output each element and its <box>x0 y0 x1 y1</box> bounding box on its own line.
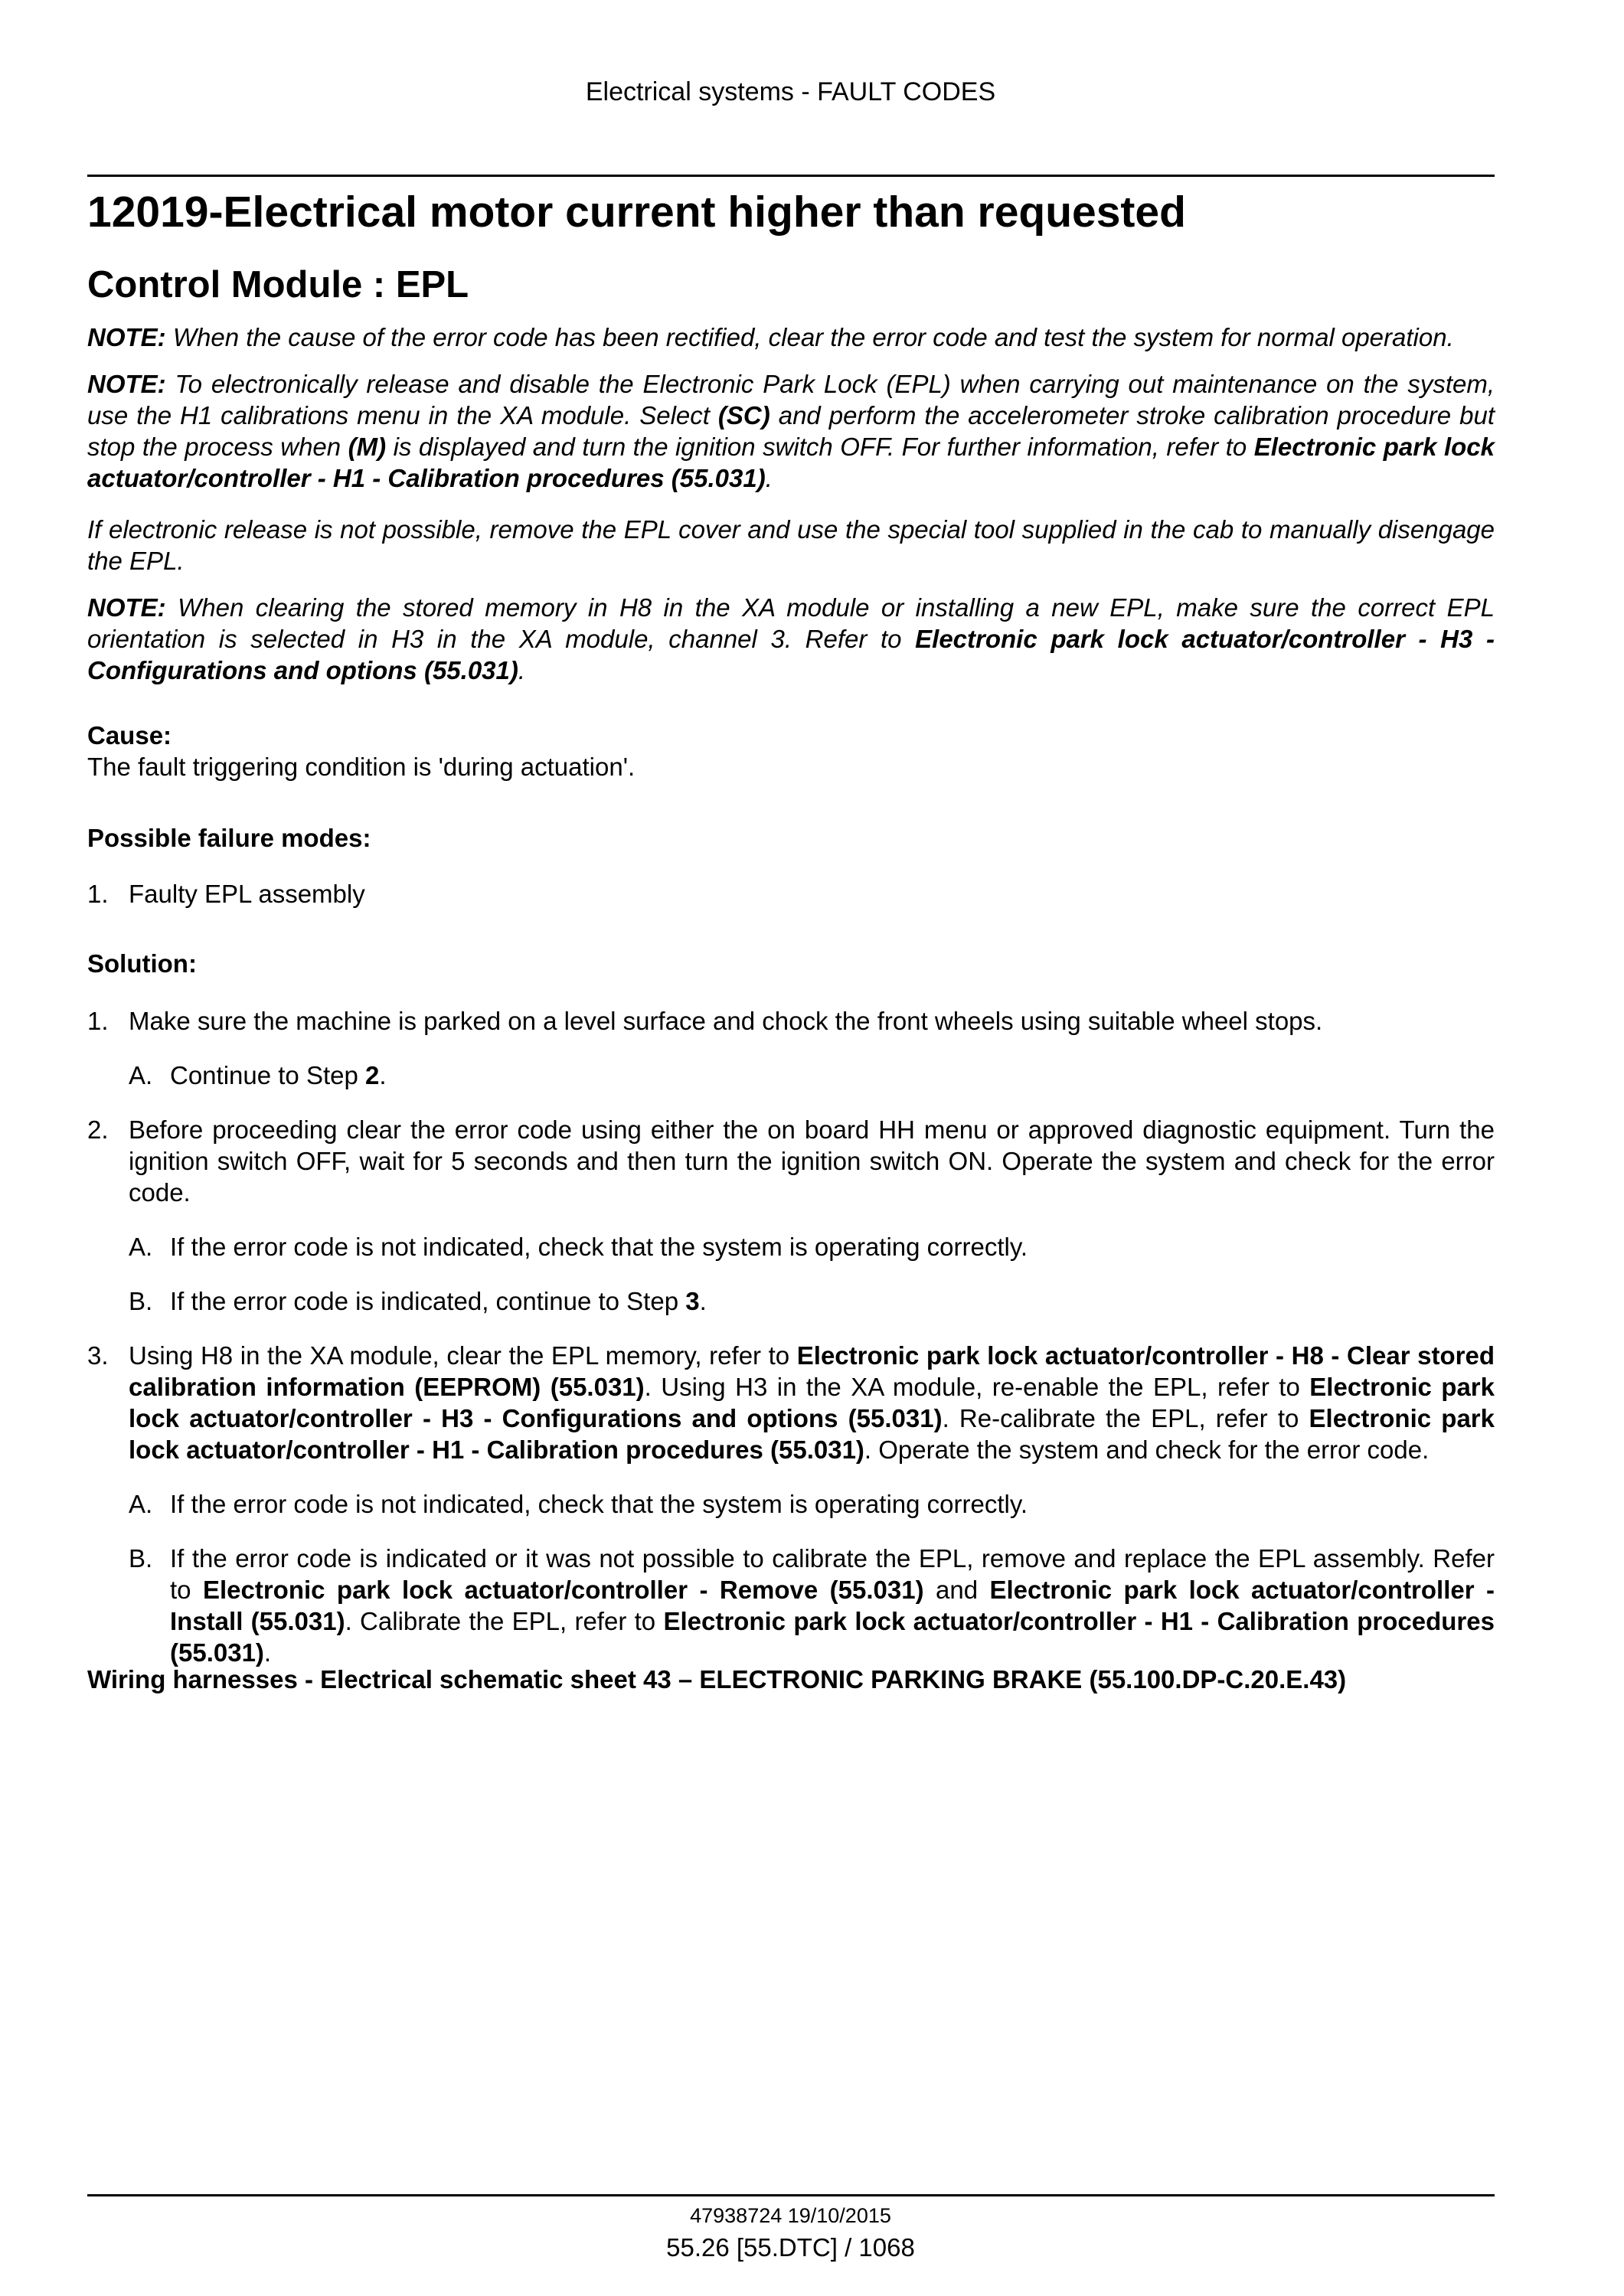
step-reference: 2 <box>365 1061 380 1089</box>
step-text: Make sure the machine is parked on a level surface and chock the front wheels using suitable wheel stops. <box>129 1007 1323 1035</box>
step-number: 1. <box>87 1007 109 1035</box>
solution-step-1 <box>87 1005 1495 1091</box>
sub-step-letter: A. <box>129 1061 153 1089</box>
wiring-harness-reference[interactable]: Wiring harnesses - Electrical schematic sheet 43 – ELECTRONIC PARKING BRAKE (55.100.DP-C.20.E.43) <box>87 1665 1347 1693</box>
note-bold: (M) <box>348 433 387 461</box>
note-label: NOTE: <box>87 593 166 622</box>
step-number: 2. <box>87 1115 109 1144</box>
step-text: Before proceeding clear the error code using either the on board HH menu or approved diagnostic equipment. Turn the ignition switch OFF, wait for 5 seconds and then turn the ignition switch ON. Operate the system and check for the error code. <box>129 1115 1495 1207</box>
note-text: and perform the accelerometer stroke calibration procedure but stop the process when <box>87 401 1495 461</box>
document-id: 47938724 19/10/2015 <box>690 2204 891 2227</box>
reference-link[interactable]: Electronic park lock actuator/controller - Remove (55.031) <box>202 1576 924 1604</box>
sub-steps <box>129 1488 1495 1668</box>
header-rule <box>87 175 1495 177</box>
list-item <box>87 878 1495 910</box>
note-text: is displayed and turn the ignition switch OFF. For further information, refer to <box>386 433 1254 461</box>
failure-modes-heading: Possible failure modes: <box>87 824 371 852</box>
step-number: 3. <box>87 1341 109 1370</box>
sub-step <box>129 1488 1495 1520</box>
page-number: 55.26 [55.DTC] / 1068 <box>666 2233 915 2262</box>
note-1 <box>87 322 1495 353</box>
sub-step-text: If the error code is not indicated, check that the system is operating correctly. <box>170 1490 1028 1518</box>
note-text: When the cause of the error code has been rectified, clear the error code and test the system for normal operation. <box>165 323 1454 351</box>
sub-step <box>129 1285 1495 1317</box>
sub-step-end: . <box>699 1287 707 1315</box>
note-end: . <box>518 656 526 684</box>
solution-step-3 <box>87 1340 1495 1668</box>
control-module-heading: Control Module : EPL <box>87 264 469 305</box>
sub-step-letter: A. <box>129 1490 153 1518</box>
cause-text: The fault triggering condition is 'during actuation'. <box>87 753 636 781</box>
note-label: NOTE: <box>87 370 166 398</box>
note-end: . <box>765 464 773 492</box>
page-title: 12019-Electrical motor current higher than requested <box>87 188 1186 237</box>
sub-step-text: If the error code is indicated, continue to Step <box>170 1287 686 1315</box>
step-text: . Re-calibrate the EPL, refer to <box>942 1404 1309 1432</box>
note-text: When clearing the stored memory in H8 in the XA module or installing a new EPL, make sure the correct EPL orientation is selected in H3 in the XA module, channel 3. Refer to <box>87 593 1495 653</box>
reference-link[interactable]: Electronic park lock actuator/controller - H8 - Clear stored calibration information (EEPROM) (55.031) <box>129 1341 1495 1401</box>
sub-step-text: Continue to Step <box>170 1061 366 1089</box>
reference-link[interactable]: Electronic park lock actuator/controller - H1 - Calibration procedures (55.031) <box>129 1404 1495 1464</box>
sub-steps <box>129 1060 1495 1091</box>
sub-step-letter: A. <box>129 1233 153 1261</box>
sub-step-text: . <box>263 1638 272 1667</box>
step-text: . Using H3 in the XA module, re-enable the EPL, refer to <box>644 1373 1310 1401</box>
step-text: Using H8 in the XA module, clear the EPL memory, refer to <box>129 1341 797 1370</box>
footer-rule <box>87 2194 1495 2196</box>
solution-steps <box>87 1005 1495 1668</box>
note-bold: (SC) <box>717 401 770 429</box>
sub-step <box>129 1060 1495 1091</box>
sub-step-text: . Calibrate the EPL, refer to <box>345 1607 664 1635</box>
sub-step-text: If the error code is not indicated, check that the system is operating correctly. <box>170 1233 1028 1261</box>
note-4 <box>87 592 1495 686</box>
sub-step <box>129 1231 1495 1262</box>
sub-step-letter: B. <box>129 1287 153 1315</box>
note-text: To electronically release and disable the Electronic Park Lock (EPL) when carrying out maintenance on the system, use the H1 calibrations menu in the XA module. Select <box>87 370 1495 429</box>
page-content <box>87 181 1495 1695</box>
cause-heading: Cause: <box>87 721 172 750</box>
note-3: If electronic release is not possible, remove the EPL cover and use the special tool supplied in the cab to manually disengage the EPL. <box>87 515 1495 575</box>
reference-link[interactable]: Electronic park lock actuator/controller - H3 - Configurations and options (55.031) <box>87 625 1495 684</box>
sub-step-letter: B. <box>129 1544 153 1573</box>
sub-step-text: and <box>923 1576 990 1604</box>
sub-step <box>129 1543 1495 1668</box>
reference-link[interactable]: Electronic park lock actuator/controller - Install (55.031) <box>170 1576 1495 1635</box>
reference-link[interactable]: Electronic park lock actuator/controller - H3 - Configurations and options (55.031) <box>129 1373 1495 1432</box>
solution-step-2 <box>87 1114 1495 1317</box>
note-2 <box>87 368 1495 494</box>
sub-step-text: If the error code is indicated or it was not possible to calibrate the EPL, remove and replace the EPL assembly. Refer to <box>170 1544 1495 1604</box>
sub-steps <box>129 1231 1495 1317</box>
sub-step-end: . <box>379 1061 387 1089</box>
running-header: Electrical systems - FAULT CODES <box>585 77 996 106</box>
step-reference: 3 <box>685 1287 700 1315</box>
reference-link[interactable]: Electronic park lock actuator/controller - H1 - Calibration procedures (55.031) <box>87 433 1495 492</box>
reference-link[interactable]: Electronic park lock actuator/controller - H1 - Calibration procedures (55.031) <box>170 1607 1495 1667</box>
item-number: 1. <box>87 880 109 908</box>
failure-modes-list <box>87 878 1495 910</box>
item-text: Faulty EPL assembly <box>129 880 365 908</box>
solution-heading: Solution: <box>87 949 197 978</box>
step-text: . Operate the system and check for the error code. <box>864 1435 1430 1464</box>
note-label: NOTE: <box>87 323 166 351</box>
